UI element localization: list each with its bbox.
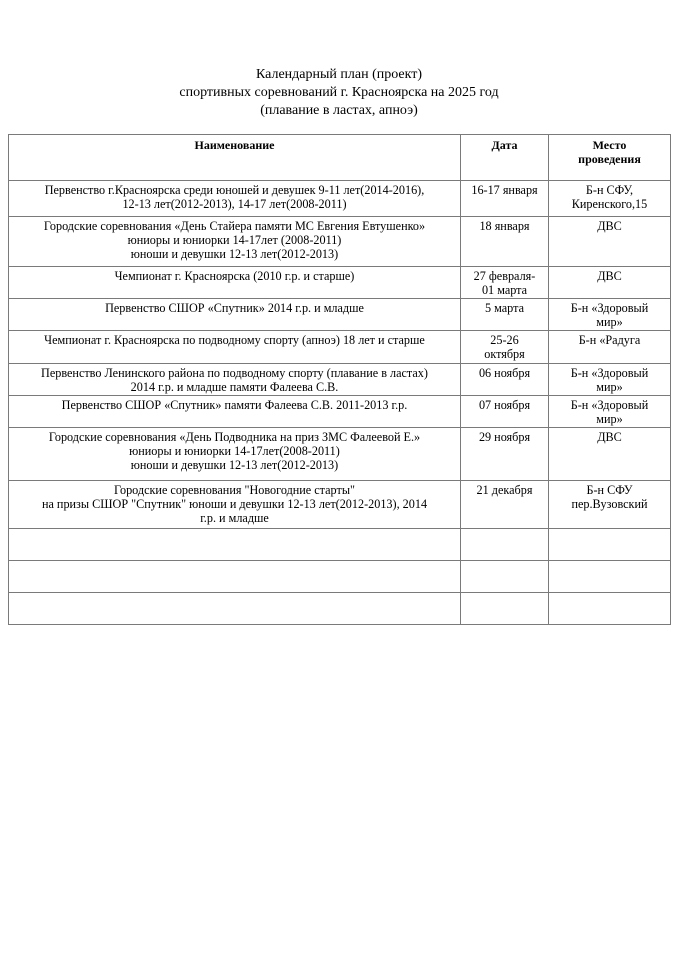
cell-date [461,267,549,299]
event-name: Городские соревнования "Новогодние старты" на призы СШОР "Спутник" юноши и девушки 12-13 лет(2012-2013), 2014 г.р. и младше [41,483,428,525]
event-name: Городские соревнования «День Стайера памяти МС Евгения Евтушенко» юниоры и юниорки 14-17лет (2008-2011) юноши и девушки 12-13 лет(2012-2013) [43,219,426,261]
event-place: ДВС [597,430,622,444]
empty-cell [549,593,671,625]
table-header-row [9,135,671,181]
event-place: Б-н «Радуга [578,333,641,347]
cell-name [9,217,461,267]
table-row [9,217,671,267]
cell-name [9,181,461,217]
header-date-label: Дата [491,138,518,152]
empty-cell [549,561,671,593]
event-place: ДВС [597,269,622,283]
cell-place [549,428,671,481]
event-name: Первенство СШОР «Спутник» памяти Фалеева С.В. 2011-2013 г.р. [61,398,408,412]
header-place-label: Место проведения [578,138,641,166]
event-date: 16-17 января [471,183,538,197]
cell-place [549,181,671,217]
cell-date [461,299,549,331]
cell-place [549,364,671,396]
empty-cell [9,529,461,561]
document-title [0,66,678,120]
event-name: Первенство Ленинского района по подводному спорту (плавание в ластах) 2014 г.р. и младше памяти Фалеева С.В. [41,366,428,394]
competition-calendar-table [8,134,671,625]
cell-date [461,217,549,267]
table-row [9,299,671,331]
empty-cell [9,593,461,625]
table-row [9,364,671,396]
event-date: 27 февраля- 01 марта [473,269,536,297]
empty-table-row [9,529,671,561]
cell-place [549,217,671,267]
empty-table-row [9,561,671,593]
title-line-3: (плавание в ластах, апноэ) [260,103,418,118]
table-row [9,481,671,529]
empty-cell [549,529,671,561]
event-name: Чемпионат г. Красноярска по подводному спорту (апноэ) 18 лет и старше [44,333,425,347]
event-date: 5 марта [485,301,524,315]
cell-date [461,396,549,428]
event-date: 07 ноября [478,398,531,412]
cell-name [9,428,461,481]
empty-table-row [9,593,671,625]
event-date: 06 ноября [478,366,531,380]
cell-place [549,267,671,299]
empty-cell [461,593,549,625]
cell-place [549,331,671,364]
table-row [9,181,671,217]
cell-date [461,331,549,364]
header-place [549,135,671,181]
empty-cell [461,561,549,593]
cell-name [9,331,461,364]
cell-name [9,299,461,331]
cell-name [9,267,461,299]
cell-date [461,428,549,481]
cell-name [9,481,461,529]
table-row [9,428,671,481]
event-name: Первенство г.Красноярска среди юношей и девушек 9-11 лет(2014-2016), 12-13 лет(2012-2013), 14-17 лет(2008-2011) [44,183,425,211]
event-date: 25-26 октября [484,333,525,361]
cell-place [549,481,671,529]
event-place: Б-н СФУ пер.Вузовский [571,483,648,511]
empty-cell [9,561,461,593]
cell-name [9,396,461,428]
cell-date [461,364,549,396]
table-row [9,267,671,299]
table-row [9,331,671,364]
event-place: Б-н СФУ, Киренского,15 [571,183,648,211]
event-place: ДВС [597,219,622,233]
event-date: 29 ноября [478,430,531,444]
event-name: Чемпионат г. Красноярска (2010 г.р. и старше) [114,269,355,283]
event-date: 18 января [479,219,530,233]
event-date: 21 декабря [476,483,533,497]
cell-place [549,396,671,428]
event-name: Первенство СШОР «Спутник» 2014 г.р. и младше [105,301,364,315]
header-date [461,135,549,181]
table-row [9,396,671,428]
event-place: Б-н «Здоровый мир» [570,398,649,426]
header-name [9,135,461,181]
cell-date [461,481,549,529]
cell-place [549,299,671,331]
title-line-1: Календарный план (проект) [255,67,423,82]
header-name-label: Наименование [194,138,275,152]
title-line-2: спортивных соревнований г. Красноярска на 2025 год [179,85,499,100]
event-name: Городские соревнования «День Подводника на приз ЗМС Фалеевой Е.» юниоры и юниорки 14-17лет(2008-2011) юноши и девушки 12-13 лет(2012-2013) [48,430,421,472]
event-place: Б-н «Здоровый мир» [570,366,649,394]
cell-name [9,364,461,396]
event-place: Б-н «Здоровый мир» [570,301,649,329]
empty-cell [461,529,549,561]
cell-date [461,181,549,217]
